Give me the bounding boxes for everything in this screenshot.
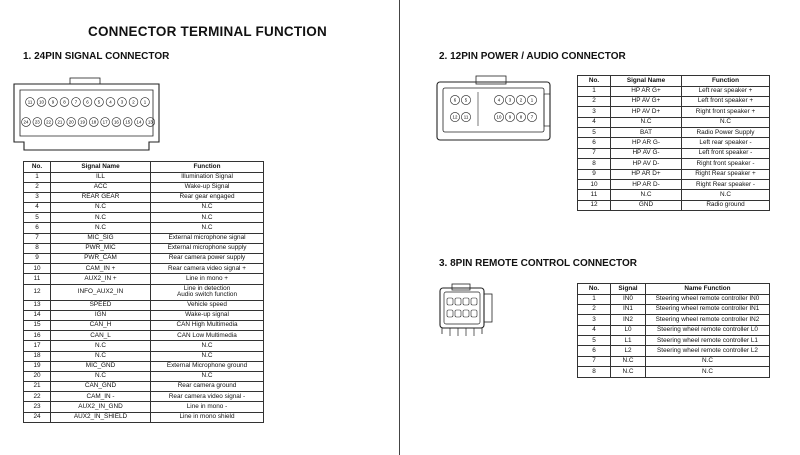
cell-signal: N.C — [51, 351, 151, 361]
cell-function: Rear camera video signal + — [151, 264, 264, 274]
cell-signal: N.C — [51, 203, 151, 213]
cell-function: N.C — [151, 223, 264, 233]
cell-function: External Microphone ground — [151, 361, 264, 371]
cell-function: N.C — [151, 213, 264, 223]
cell-signal: PWR_CAM — [51, 254, 151, 264]
cell-signal: HP AR D- — [611, 180, 682, 190]
cell-signal: MIC_SIG — [51, 233, 151, 243]
cell-signal: L0 — [611, 325, 646, 335]
section-title-24pin: 1. 24PIN SIGNAL CONNECTOR — [23, 51, 170, 62]
cell-function: N.C — [646, 356, 770, 366]
table-row — [24, 284, 264, 300]
table-row — [578, 159, 770, 169]
cell-function: N.C — [646, 367, 770, 377]
cell-no: 7 — [24, 233, 51, 243]
cell-signal: N.C — [611, 356, 646, 366]
cell-function: Right front speaker + — [682, 107, 770, 117]
connector-12pin-inner — [443, 88, 544, 132]
pin-label: 24 — [23, 119, 29, 125]
cell-no: 18 — [24, 351, 51, 361]
table-row — [24, 233, 264, 243]
cell-function: Rear camera ground — [151, 382, 264, 392]
pin-hole — [455, 298, 461, 305]
cell-no: 9 — [578, 169, 611, 179]
cell-function: Wake-up Signal — [151, 182, 264, 192]
cell-function: CAN Low Multimedia — [151, 331, 264, 341]
cell-function: Steering wheel remote controller IN0 — [646, 294, 770, 304]
table-row — [578, 325, 770, 335]
table-row — [24, 382, 264, 392]
cell-no: 2 — [24, 182, 51, 192]
pin-label: 4 — [109, 99, 112, 105]
pin-label: 8 — [63, 99, 66, 105]
cell-signal: SPEED — [51, 300, 151, 310]
pin-label: 10 — [39, 99, 44, 105]
cell-function: CAN High Multimedia — [151, 320, 264, 330]
col-header-no: No. — [578, 76, 611, 87]
table-row — [24, 182, 264, 192]
cell-no: 7 — [578, 148, 611, 158]
cell-function: Wake-up signal — [151, 310, 264, 320]
table-row — [24, 192, 264, 202]
table-row — [578, 294, 770, 304]
cell-signal: L1 — [611, 336, 646, 346]
pin-hole — [471, 298, 477, 305]
table-row — [578, 128, 770, 138]
connector-12pin-diagram — [436, 72, 556, 152]
cell-signal: CAN_GND — [51, 382, 151, 392]
cell-no: 9 — [24, 254, 51, 264]
pin-label: 10 — [496, 114, 502, 120]
cell-signal: REAR GEAR — [51, 192, 151, 202]
table-row — [24, 264, 264, 274]
cell-signal: N.C — [51, 341, 151, 351]
cell-no: 1 — [578, 294, 611, 304]
cell-function: N.C — [682, 117, 770, 127]
cell-function: Radio Power Supply — [682, 128, 770, 138]
pin-label: 11 — [463, 114, 469, 120]
cell-signal: IN2 — [611, 315, 646, 325]
pin-label: 16 — [113, 119, 119, 125]
connector-8pin-housing — [440, 288, 484, 328]
table-row — [578, 117, 770, 127]
pin-label: 19 — [80, 119, 85, 125]
cell-no: 8 — [24, 243, 51, 253]
cell-no: 3 — [578, 315, 611, 325]
cell-signal: AUX2_IN_SHIELD — [51, 412, 151, 422]
cell-signal: CAN_L — [51, 331, 151, 341]
cell-function: Left rear speaker - — [682, 138, 770, 148]
table-row — [578, 356, 770, 366]
cell-no: 2 — [578, 96, 611, 106]
connector-8pin-diagram — [436, 282, 506, 362]
connector-8pin-side-tab — [484, 294, 492, 322]
pin-label: 15 — [125, 119, 131, 125]
cell-function: N.C — [151, 371, 264, 381]
cell-signal: IGN — [51, 310, 151, 320]
pin-label: 9 — [508, 114, 512, 120]
pin-label: 3 — [120, 99, 124, 105]
cell-signal: CAM_IN + — [51, 264, 151, 274]
pin-label: 11 — [27, 99, 33, 105]
cell-signal: MIC_GND — [51, 361, 151, 371]
table-row — [24, 412, 264, 422]
table-row — [24, 310, 264, 320]
cell-signal: N.C — [51, 213, 151, 223]
pin-label: 8 — [519, 114, 523, 120]
cell-function: Radio ground — [682, 200, 770, 210]
table-header-row — [578, 284, 770, 295]
cell-no: 5 — [24, 213, 51, 223]
table-header-row — [578, 76, 770, 87]
pin-label: 21 — [57, 119, 63, 125]
cell-function — [151, 284, 264, 300]
pin-label: 6 — [86, 99, 89, 105]
cell-function-line: Line in detection — [183, 284, 231, 292]
cell-function: Line in mono + — [151, 274, 264, 284]
table-row — [578, 304, 770, 314]
pin-label: 20 — [68, 119, 74, 125]
cell-function: N.C — [151, 203, 264, 213]
cell-signal: HP AV D+ — [611, 107, 682, 117]
cell-function: Illumination Signal — [151, 172, 264, 182]
cell-signal: HP AV G+ — [611, 96, 682, 106]
table-row — [24, 172, 264, 182]
cell-no: 10 — [578, 180, 611, 190]
table-row — [24, 203, 264, 213]
cell-signal: AUX2_IN_GND — [51, 402, 151, 412]
table-row — [24, 243, 264, 253]
cell-no: 14 — [24, 310, 51, 320]
cell-function: Right Rear speaker + — [682, 169, 770, 179]
table-row — [24, 392, 264, 402]
connector-24pin-housing — [14, 84, 159, 150]
col-header-function: Function — [151, 162, 264, 173]
pin-label: 7 — [530, 114, 534, 120]
cell-function: Left front speaker + — [682, 96, 770, 106]
cell-no: 5 — [578, 128, 611, 138]
pin-label: 12 — [452, 114, 458, 120]
cell-no: 24 — [24, 412, 51, 422]
cell-function: Right Rear speaker - — [682, 180, 770, 190]
connector-12pin-housing — [437, 82, 550, 140]
table-row — [578, 169, 770, 179]
table-row — [578, 190, 770, 200]
cell-no: 1 — [578, 86, 611, 96]
cell-no: 12 — [24, 284, 51, 300]
table-row — [24, 402, 264, 412]
cell-signal: ILL — [51, 172, 151, 182]
connector-24pin-diagram — [10, 78, 170, 158]
pin-label: 1 — [143, 99, 147, 105]
table-row — [578, 336, 770, 346]
cell-no: 12 — [578, 200, 611, 210]
col-header-function: Function — [682, 76, 770, 87]
cell-signal: AUX2_IN + — [51, 274, 151, 284]
table-row — [24, 331, 264, 341]
cell-function: N.C — [151, 341, 264, 351]
pin-label: 23 — [34, 119, 40, 125]
table-12pin — [577, 75, 770, 211]
cell-function: Left front speaker - — [682, 148, 770, 158]
cell-signal: HP AR D+ — [611, 169, 682, 179]
cell-function: Steering wheel remote controller IN1 — [646, 304, 770, 314]
cell-no: 16 — [24, 331, 51, 341]
connector-24pin-latch — [70, 78, 100, 84]
table-row — [24, 300, 264, 310]
cell-signal: N.C — [51, 371, 151, 381]
connector-12pin-latch — [476, 76, 506, 84]
pin-label: 7 — [74, 99, 78, 105]
cell-signal: CAN_H — [51, 320, 151, 330]
section-title-8pin: 3. 8PIN REMOTE CONTROL CONNECTOR — [439, 258, 637, 269]
cell-signal: IN1 — [611, 304, 646, 314]
cell-no: 17 — [24, 341, 51, 351]
cell-no: 3 — [578, 107, 611, 117]
pin-label: 5 — [97, 99, 101, 105]
cell-no: 13 — [24, 300, 51, 310]
pin-label: 4 — [497, 97, 501, 103]
cell-no: 8 — [578, 367, 611, 377]
pin-hole — [455, 310, 461, 317]
cell-no: 8 — [578, 159, 611, 169]
cell-function: Right front speaker - — [682, 159, 770, 169]
pin-label: 9 — [51, 99, 55, 105]
col-header-signal: Signal Name — [51, 162, 151, 173]
pin-hole — [471, 310, 477, 317]
cell-signal: BAT — [611, 128, 682, 138]
connector-24pin-inner — [20, 90, 153, 136]
cell-no: 21 — [24, 382, 51, 392]
pin-hole — [447, 298, 453, 305]
cell-signal: ACC — [51, 182, 151, 192]
connector-12pin-side-key — [544, 94, 550, 126]
table-row — [578, 86, 770, 96]
page-divider — [399, 0, 400, 455]
table-row — [578, 367, 770, 377]
col-header-signal: Signal — [611, 284, 646, 295]
cell-no: 7 — [578, 356, 611, 366]
table-row — [24, 223, 264, 233]
col-header-no: No. — [578, 284, 611, 295]
cell-signal: N.C — [611, 190, 682, 200]
col-header-function: Name Function — [646, 284, 770, 295]
cell-function: N.C — [151, 351, 264, 361]
cell-no: 22 — [24, 392, 51, 402]
pin-label: 2 — [132, 99, 135, 105]
table-row — [24, 351, 264, 361]
pin-label: 2 — [519, 97, 523, 103]
table-row — [24, 361, 264, 371]
table-row — [578, 138, 770, 148]
connector-8pin-latch — [452, 284, 470, 290]
pin-label: 6 — [453, 97, 457, 103]
cell-function: Vehicle speed — [151, 300, 264, 310]
table-row — [24, 341, 264, 351]
cell-signal: GND — [611, 200, 682, 210]
cell-signal: N.C — [611, 367, 646, 377]
cell-no: 4 — [24, 203, 51, 213]
cell-function: Line in mono - — [151, 402, 264, 412]
table-row — [578, 180, 770, 190]
cell-no: 4 — [578, 325, 611, 335]
page-title: CONNECTOR TERMINAL FUNCTION — [88, 24, 327, 39]
cell-no: 4 — [578, 117, 611, 127]
table-row — [578, 200, 770, 210]
cell-function: Rear camera video signal - — [151, 392, 264, 402]
col-header-no: No. — [24, 162, 51, 173]
cell-function: Line in mono shield — [151, 412, 264, 422]
cell-no: 6 — [24, 223, 51, 233]
cell-function: Rear gear engaged — [151, 192, 264, 202]
pin-label: 22 — [46, 119, 52, 125]
pin-label: 18 — [91, 119, 97, 125]
pin-hole — [447, 310, 453, 317]
cell-no: 2 — [578, 304, 611, 314]
table-row — [24, 213, 264, 223]
table-8pin — [577, 283, 770, 378]
cell-function: Rear camera power supply — [151, 254, 264, 264]
cell-no: 5 — [578, 336, 611, 346]
pin-label: 14 — [136, 119, 142, 125]
cell-signal: PWR_MIC — [51, 243, 151, 253]
cell-no: 3 — [24, 192, 51, 202]
cell-signal: N.C — [611, 117, 682, 127]
pin-label: 1 — [530, 97, 534, 103]
pin-hole — [463, 298, 469, 305]
cell-signal: HP AR G- — [611, 138, 682, 148]
cell-no: 6 — [578, 346, 611, 356]
cell-function: Steering wheel remote controller L1 — [646, 336, 770, 346]
cell-signal: HP AV G- — [611, 148, 682, 158]
cell-no: 10 — [24, 264, 51, 274]
cell-function: N.C — [682, 190, 770, 200]
table-row — [578, 315, 770, 325]
cell-signal: CAM_IN - — [51, 392, 151, 402]
cell-no: 11 — [578, 190, 611, 200]
table-24pin — [23, 161, 264, 423]
cell-function: Steering wheel remote controller L0 — [646, 325, 770, 335]
table-row — [578, 346, 770, 356]
table-row — [24, 274, 264, 284]
table-row — [24, 320, 264, 330]
section-title-12pin: 2. 12PIN POWER / AUDIO CONNECTOR — [439, 51, 626, 62]
table-row — [578, 96, 770, 106]
cell-function: External microphone supply — [151, 243, 264, 253]
cell-function-line: Audio switch function — [176, 291, 238, 299]
table-row — [24, 371, 264, 381]
connector-8pin-inner — [444, 292, 480, 324]
cell-signal: N.C — [51, 223, 151, 233]
cell-no: 20 — [24, 371, 51, 381]
col-header-signal: Signal Name — [611, 76, 682, 87]
cell-function: Left rear speaker + — [682, 86, 770, 96]
table-row — [24, 254, 264, 264]
cell-function: Steering wheel remote controller L2 — [646, 346, 770, 356]
pin-hole — [463, 310, 469, 317]
cell-no: 11 — [24, 274, 51, 284]
cell-signal: INFO_AUX2_IN — [51, 284, 151, 300]
cell-signal: HP AV D- — [611, 159, 682, 169]
pin-label: 5 — [464, 97, 468, 103]
pin-label: 13 — [147, 119, 153, 125]
cell-function: External microphone signal — [151, 233, 264, 243]
cell-no: 23 — [24, 402, 51, 412]
cell-no: 6 — [578, 138, 611, 148]
table-header-row — [24, 162, 264, 173]
cell-signal: IN0 — [611, 294, 646, 304]
cell-no: 1 — [24, 172, 51, 182]
cell-function: Steering wheel remote controller IN2 — [646, 315, 770, 325]
cell-signal: HP AR G+ — [611, 86, 682, 96]
cell-no: 19 — [24, 361, 51, 371]
cell-no: 15 — [24, 320, 51, 330]
table-row — [578, 148, 770, 158]
pin-label: 17 — [102, 119, 108, 125]
cell-signal: L2 — [611, 346, 646, 356]
table-row — [578, 107, 770, 117]
pin-label: 3 — [508, 97, 512, 103]
